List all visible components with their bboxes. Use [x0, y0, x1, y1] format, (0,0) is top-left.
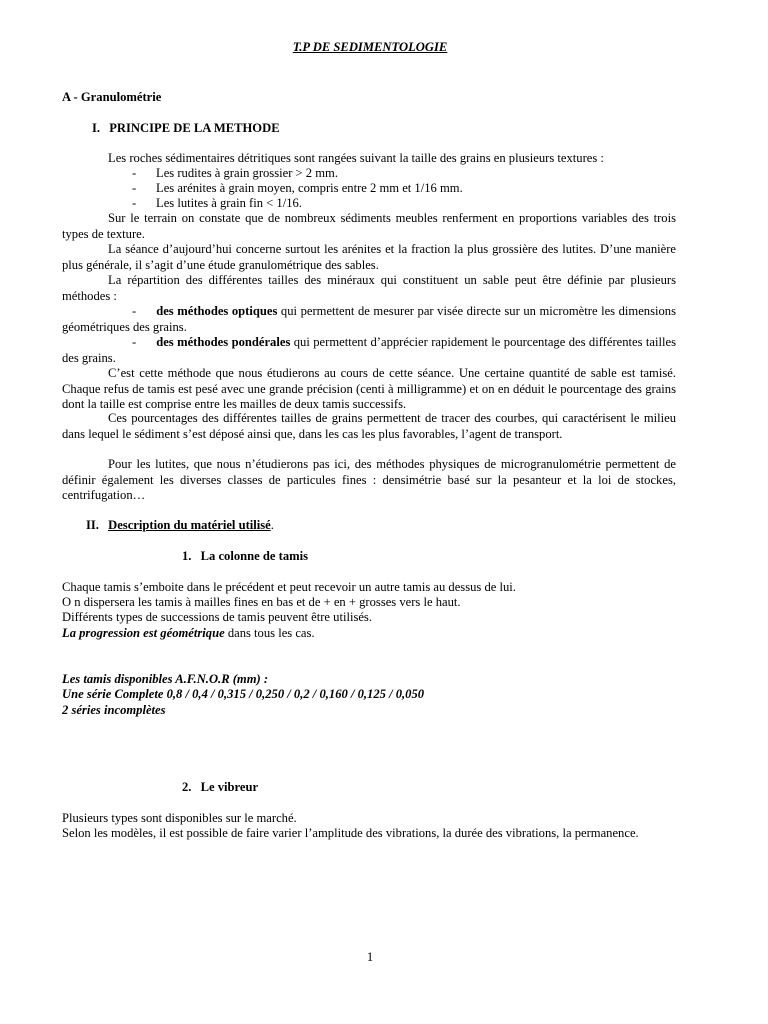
afnor-line: 2 séries incomplètes: [62, 703, 166, 717]
colonne-line: O n dispersera les tamis à mailles fines en bas et de + en + grosses vers le haut.: [62, 595, 461, 609]
section-1-title: PRINCIPE DE LA METHODE: [109, 121, 280, 135]
paragraph-cest: C’est cette méthode que nous étudierons au cours de cette séance. Une certaine quantité de sable est tamisé. Chaque refus de tamis est pesé avec une grande précision (centi à milligramme) et on en déduit le pourcentage des grains dont la taille est comprise entre les mailles de deux tamis successifs.: [62, 366, 676, 412]
section-2-number: II.: [86, 518, 99, 532]
paragraph-lutites: Pour les lutites, que nous n’étudierons pas ici, des méthodes physiques de microgranulométrie permettent de définir également les diverses classes de particules fines : densimétrie basé sur la pesanteur et la loi de stockes, centrifugation…: [62, 457, 676, 503]
paragraph-modeles: Selon les modèles, il est possible de faire varier l’amplitude des vibrations, la durée des vibrations, la permanence.: [62, 826, 639, 840]
section-a-heading: A - Granulométrie: [62, 90, 162, 104]
method-ponderales-item: - des méthodes pondérales qui permettent d’apprécier rapidement le pourcentage des différentes tailles des grains.: [62, 335, 677, 365]
paragraph-pourcentages: Ces pourcentages des différentes tailles de grains permettent de tracer des courbes, qui caractérisent le milieu dans lequel le sédiment s’est déposé ainsi que, dans les cas les plus favorables, l’agent de transport.: [62, 411, 676, 441]
colonne-line: Différents types de successions de tamis peuvent être utilisés.: [62, 610, 372, 624]
paragraph-seance: La séance d’aujourd’hui concerne surtout les arénites et la fraction la plus grossière des lutites. D’une manière plus générale, il s’agit d’une étude granulométrique des sables.: [62, 242, 676, 272]
vibreur-line: Plusieurs types sont disponibles sur le marché.: [62, 811, 297, 825]
subsection-colonne-number: 1.: [182, 549, 192, 563]
subsection-colonne-title: La colonne de tamis: [200, 549, 309, 563]
subsection-vibreur-title: Le vibreur: [200, 780, 259, 794]
page-number: 1: [366, 950, 374, 964]
afnor-line: Les tamis disponibles A.F.N.O.R (mm) :: [62, 672, 269, 686]
afnor-line: Une série Complete 0,8 / 0,4 / 0,315 / 0,250 / 0,2 / 0,160 / 0,125 / 0,050: [62, 687, 425, 701]
subsection-vibreur-number: 2.: [182, 780, 192, 794]
section-1-heading: [92, 121, 280, 137]
colonne-line: Chaque tamis s’emboite dans le précédent et peut recevoir un autre tamis au dessus de lui.: [62, 580, 516, 594]
section-2-heading: II. Description du matériel utilisé.: [86, 518, 274, 532]
document-title: T.P DE SEDIMENTOLOGIE: [292, 40, 448, 54]
method-optiques-item: - des méthodes optiques qui permettent de mesurer par visée directe sur un micromètre les dimensions géométriques des grains.: [62, 304, 676, 334]
subsection-vibreur-heading: [182, 780, 258, 796]
document-page: T.P DE SEDIMENTOLOGIE A - Granulométrie I. PRINCIPE DE LA METHODE Les roches sédimentaires détritiques sont rangées suivant la taille des grains en plusieurs textures : - Les rudites à grain grossier > 2 mm. - Les arénites à grain moyen, compris entre 2 mm et 1/16 mm. - Les lutites à grain fin < 1/16. Sur le terrain on constate que de nombreux sédiments meubles renferment en proportions variables des trois types de texture. La séance d’aujourd’hui concerne surtout les arénites et la fraction la plus grossière des lutites. D’une manière plus générale, il s’agit d’une étude granulométrique des sables. La répartition des différentes tailles des minéraux qui constituent un sable peut être définie par plusieurs méthodes : - des méthodes optiques qui permettent de mesurer par visée directe sur un micromètre les dimensions géométriques des grains. - des méthodes pondérales qui permettent d’apprécier rapidement le pourcentage des différentes tailles des grains. C’est cette méthode que nous étudierons au cours de cette séance. Une certaine quantité de sable est tamisé. Chaque refus de tamis est pesé avec une grande précision (centi à milligramme) et on en déduit le pourcentage des grains dont la taille est comprise entre les mailles de deux tamis successifs. Ces pourcentages des différentes tailles de grains permettent de tracer des courbes, qui caractérisent le milieu dans lequel le sédiment s’est déposé ainsi que, dans les cas les plus favorables, l’agent de transport. Pour les lutites, que nous n’étudierons pas ici, des méthodes physiques de microgranulométrie permettent de définir également les diverses classes de particules fines : densimétrie basé sur la pesanteur et la loi de stockes, centrifugation… II. Description du matériel utilisé. 1. La colonne de tamis Chaque tamis s’emboite dans le précédent et peut recevoir un autre tamis au dessus de lui. O n dispersera les tamis à mailles fines en bas et de + en + grosses vers le haut. Différents types de successions de tamis peuvent être utilisés. La progression est géométrique dans tous les cas. Les tamis disponibles A.F.N.O.R (mm) : Une série Complete 0,8 / 0,4 / 0,315 / 0,250 / 0,2 / 0,160 / 0,125 / 0,050 2 séries incomplètes 2. Le vibreur Plusieurs types sont disponibles sur le marché. Selon les modèles, il est possible de faire varier l’amplitude des vibrations, la durée des vibrations, la permanence. 1: [0, 0, 768, 1024]
section-2-title: Description du matériel utilisé: [108, 518, 271, 532]
subsection-colonne-heading: [182, 549, 308, 565]
section-1-intro: Les roches sédimentaires détritiques sont rangées suivant la taille des grains en plusieurs textures :: [108, 151, 604, 165]
progression-line: La progression est géométrique dans tous les cas.: [62, 626, 315, 640]
section-1-number: I.: [92, 121, 101, 135]
paragraph-repartition: La répartition des différentes tailles des minéraux qui constituent un sable peut être définie par plusieurs méthodes :: [62, 273, 676, 303]
paragraph-terrain: Sur le terrain on constate que de nombreux sédiments meubles renferment en proportions variables des trois types de texture.: [62, 211, 676, 241]
